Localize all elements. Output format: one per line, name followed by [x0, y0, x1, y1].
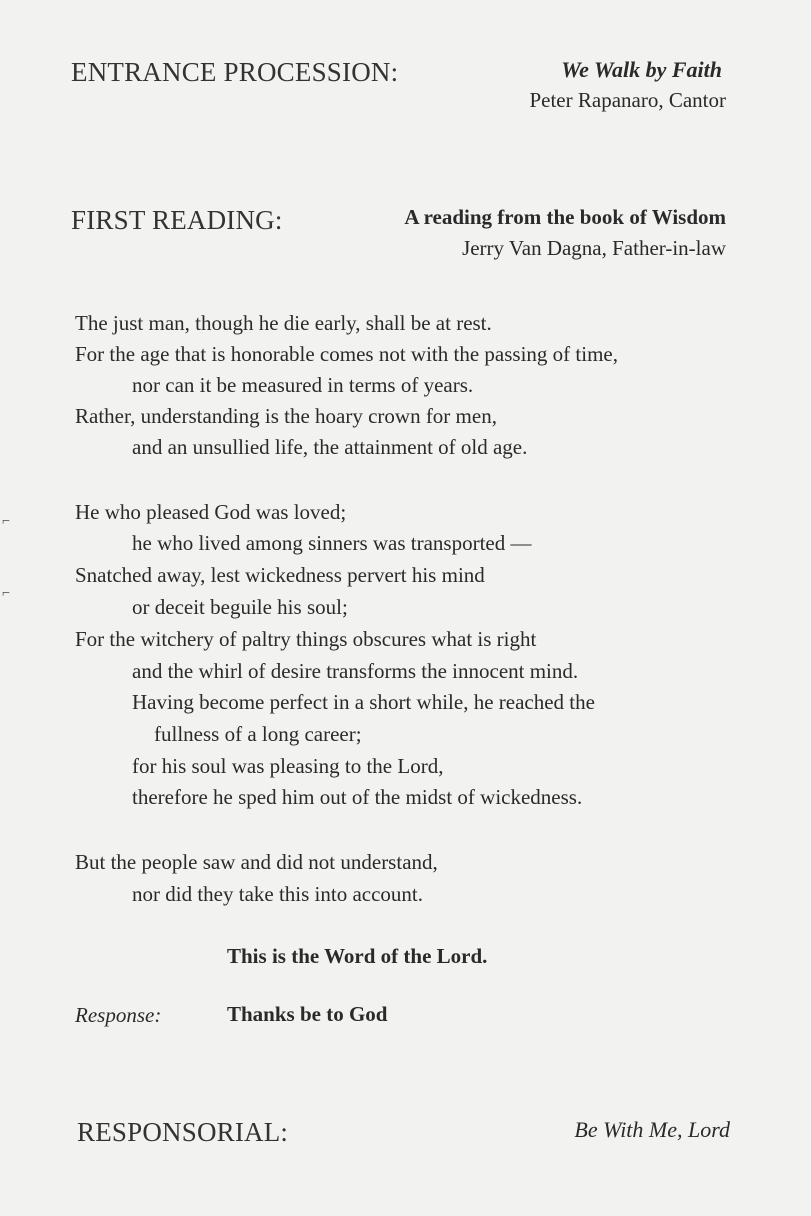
first-reading-heading: FIRST READING:	[71, 205, 283, 235]
acclamation: This is the Word of the Lord.	[227, 944, 488, 968]
first-reading-title: A reading from the book of Wisdom	[404, 205, 726, 229]
reading-line: Having become perfect in a short while, he reached the	[132, 690, 595, 714]
reading-line: For the witchery of paltry things obscures what is right	[75, 627, 537, 651]
response-text: Thanks be to God	[227, 1002, 388, 1026]
reading-line: For the age that is honorable comes not with the passing of time,	[75, 342, 618, 366]
reading-line: and an unsullied life, the attainment of old age.	[132, 435, 528, 459]
reading-line: for his soul was pleasing to the Lord,	[132, 754, 444, 778]
responsorial-psalm: Be With Me, Lord	[574, 1117, 730, 1142]
entrance-cantor: Peter Rapanaro, Cantor	[529, 88, 726, 112]
reading-line: fullness of a long career;	[154, 722, 362, 746]
scan-mark: ⌐	[2, 586, 10, 601]
reading-line: The just man, though he die early, shall be at rest.	[75, 311, 492, 335]
reading-line: He who pleased God was loved;	[75, 500, 347, 524]
reading-line: Snatched away, lest wickedness pervert his mind	[75, 563, 485, 587]
entrance-hymn-title: We Walk by Faith	[561, 57, 722, 82]
response-label: Response:	[75, 1003, 162, 1027]
first-reading-reader: Jerry Van Dagna, Father-in-law	[462, 236, 726, 260]
reading-line: therefore he sped him out of the midst of wickedness.	[132, 785, 583, 809]
reading-line: or deceit beguile his soul;	[132, 595, 348, 619]
reading-line: nor did they take this into account.	[132, 882, 424, 906]
scan-mark: ⌐	[2, 514, 10, 529]
reading-line: and the whirl of desire transforms the innocent mind.	[132, 659, 579, 683]
responsorial-heading: RESPONSORIAL:	[77, 1117, 289, 1147]
reading-line: But the people saw and did not understand,	[75, 850, 438, 874]
reading-line: he who lived among sinners was transported —	[132, 531, 532, 555]
reading-line: Rather, understanding is the hoary crown for men,	[75, 404, 497, 428]
reading-line: nor can it be measured in terms of years.	[132, 373, 474, 397]
entrance-heading: ENTRANCE PROCESSION:	[71, 57, 399, 87]
